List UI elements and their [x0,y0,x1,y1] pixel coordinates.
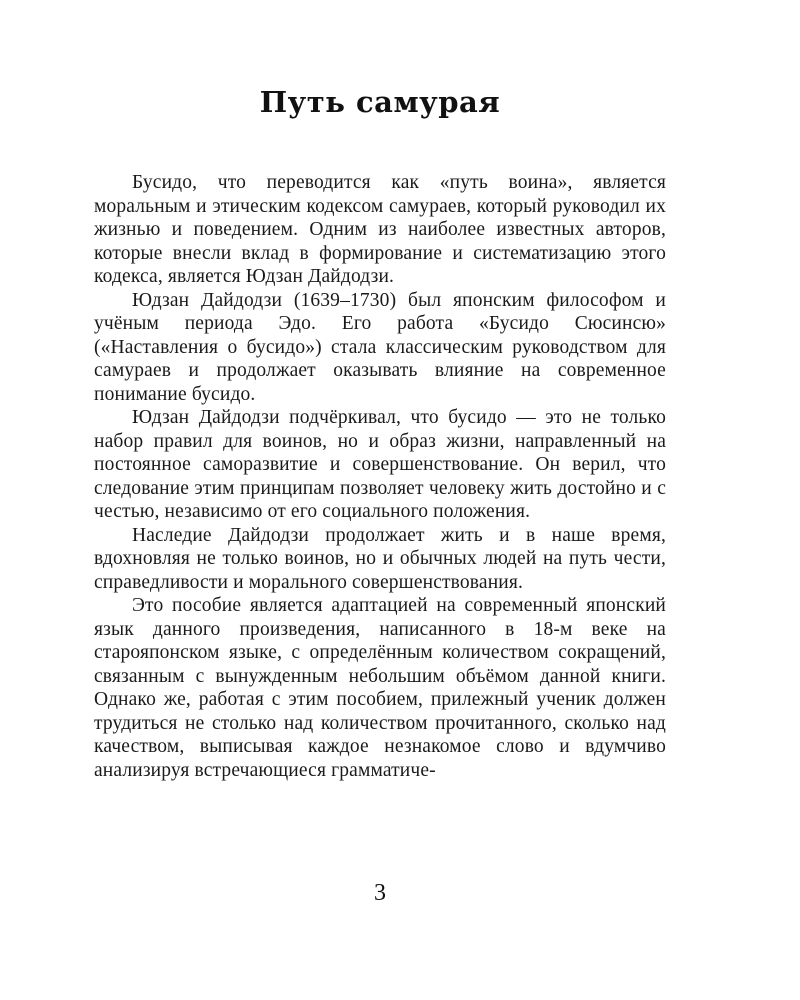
page-title: Путь самурая [259,85,501,119]
book-page [94,0,666,1000]
page-number: 3 [374,880,386,906]
body-text [94,171,666,782]
paragraph-5: Это пособие является адаптацией на современный японский язык данного произведения, написанного в 18-м веке на старояпонском языке, с определённым количеством сокращений, связанным с вынужденным небольшим объёмом данной книги. Однако же, работая с этим пособием, прилежный ученик должен трудиться не столько над количеством прочитанного, сколько над качеством, выписывая каждое незнакомое слово и вдумчиво анализируя встречающиеся грамматиче- [94,595,666,781]
paragraph-3: Юдзан Дайдодзи подчёркивал, что бусидо — это не только набор правил для воинов, но и образ жизни, направленный на постоянное саморазвитие и совершенствование. Он верил, что следование этим принципам позволяет человеку жить достойно и с честью, независимо от его социального положения. [94,407,666,522]
paragraph-4: Наследие Дайдодзи продолжает жить и в наше время, вдохновляя не только воинов, но и обычных людей на путь чести, справедливости и морального совершенствования. [94,524,666,593]
paragraph-1: Бусидо, что переводится как «путь воина», является моральным и этическим кодексом самураев, который руководил их жизнью и поведением. Одним из наиболее известных авторов, которые внесли вклад в формирование и систематизацию этого кодекса, является Юдзан Дайдодзи. [94,172,666,287]
paragraph-2: Юдзан Дайдодзи (1639–1730) был японским философом и учёным периода Эдо. Его работа «Бусидо Сюсинсю» («Наставления о бусидо») стала классическим руководством для самураев и продолжает оказывать влияние на современное понимание бусидо. [94,289,666,405]
